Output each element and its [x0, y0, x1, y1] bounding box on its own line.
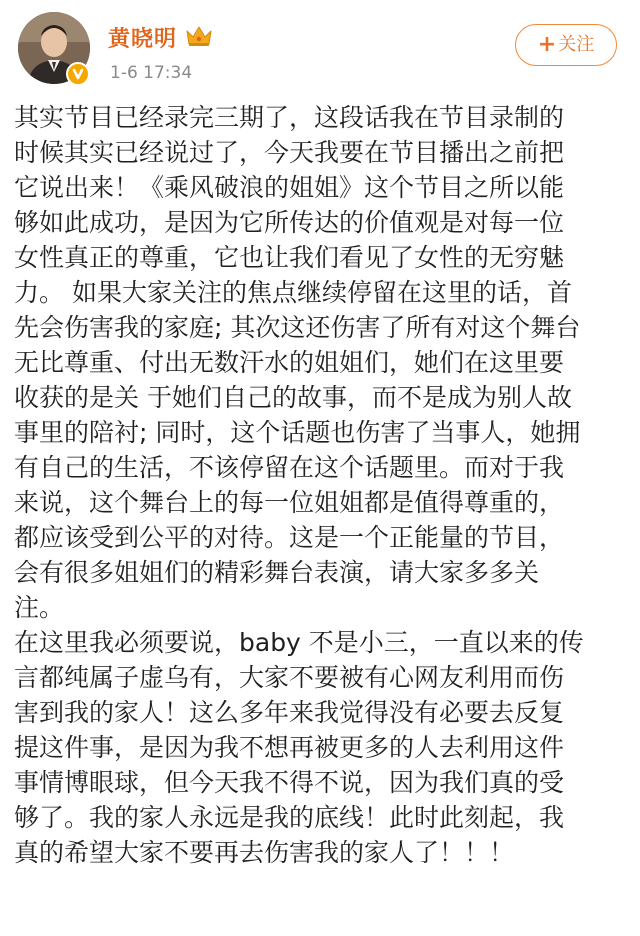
- post-timestamp: 1-6 17:34: [110, 63, 193, 83]
- post-body: [14, 100, 628, 870]
- crown-icon: [184, 24, 214, 48]
- user-name[interactable]: 黄晓明: [108, 27, 178, 52]
- follow-button[interactable]: [515, 24, 617, 66]
- post-paragraph-1: 其实节目已经录完三期了，这段话我在节目录制的 时候其实已经说过了，今天我要在节目播出之前把 它说出来！《乘风破浪的姐姐》这个节目之所以能 够如此成功，是因为它所传达的价值观是对每一位 女性真正的尊重，它也让我们看见了女性的无穷魅 力。 如果大家关注的焦点继续停留在这里的话，首 先会伤害我的家庭; 其次这还伤害了所有对这个舞台 无比尊重、付出无数汗水的姐姐们，她们在这里要 收获的是关 于她们自己的故事，而不是成为别人故 事里的陪衬; 同时，这个话题也伤害了当事人，她拥 有自己的生活，不该停留在这个话题里。而对于我 来说，这个舞台上的每一位姐姐都是值得尊重的， 都应该受到公平的对待。这是一个正能量的节目， 会有很多姐姐们的精彩舞台表演，请大家多多关 注。: [14, 103, 581, 622]
- post-header: [0, 0, 640, 100]
- follow-label: 关注: [558, 34, 595, 55]
- verified-badge-icon: [66, 62, 90, 86]
- plus-icon: +: [537, 32, 557, 57]
- post-paragraph-2: 在这里我必须要说，baby 不是小三，一直以来的传 言都纯属子虚乌有，大家不要被有心网友利用而伤 害到我的家人！这么多年来我觉得没有必要去反复 提这件事，是因为我不想再被更多的人去利用这件 事情博眼球，但今天我不得不说，因为我们真的受 够了。我的家人永远是我的底线！此时此刻起，我 真的希望大家不要再去伤害我的家人了！！！: [14, 628, 584, 867]
